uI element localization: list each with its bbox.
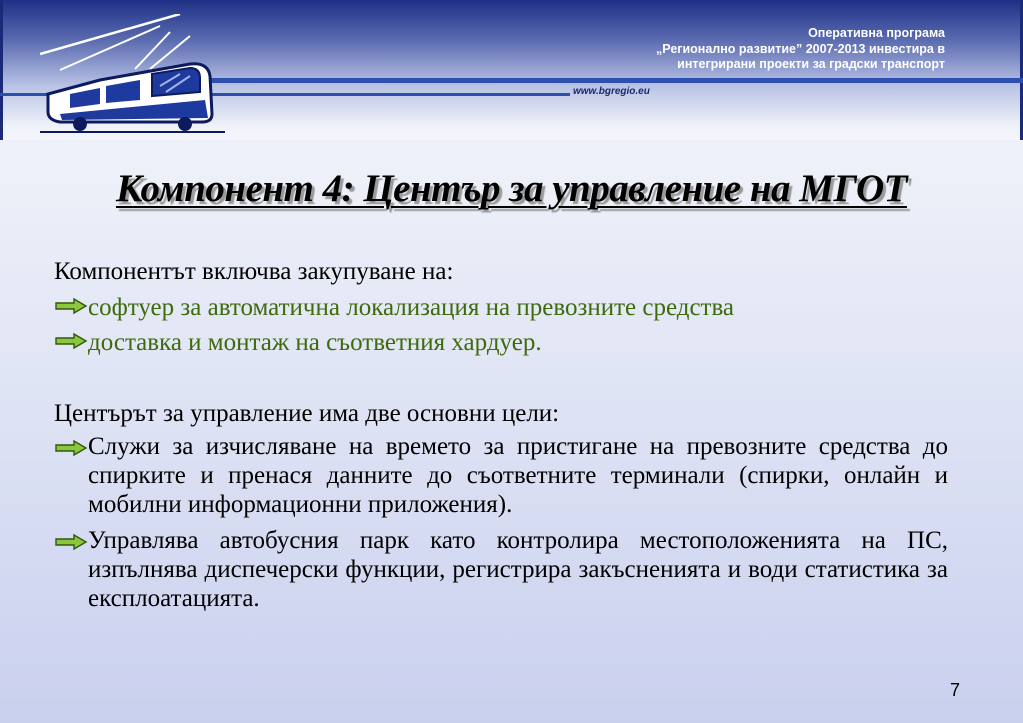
section-components (54, 256, 954, 360)
arrow-bullet-icon (54, 439, 88, 457)
program-text (656, 26, 945, 73)
section1-heading: Компонентът включва закупуване на: (54, 258, 454, 285)
slide-title: Компонент 4: Център за управление на МГОТ (116, 167, 907, 210)
list-item-text: доставка и монтаж на съответния хардуер. (88, 329, 542, 356)
page-number: 7 (949, 680, 960, 700)
tram-icon (40, 14, 225, 134)
list-item (54, 526, 954, 613)
section2-heading: Центърът за управление има две основни цели: (54, 400, 560, 427)
arrow-bullet-icon (54, 533, 88, 551)
list-item-text: Служи за изчисляване на времето за пристигане на превозните средства до спирките и пренася данните до съответните терминали (спирки, онлайн и мобилни информационни приложения). (88, 433, 948, 518)
program-line-2: „Регионално развитие” 2007-2013 инвестира в (656, 41, 945, 56)
section-goals (54, 398, 954, 620)
list-item (54, 325, 954, 360)
banner-left-edge (0, 0, 3, 140)
program-line-1: Оперативна програма (808, 26, 945, 40)
list-item (54, 432, 954, 519)
website-link[interactable]: www.bgregio.eu (573, 86, 650, 97)
list-item-text: софтуер за автоматична локализация на превозните средства (88, 294, 735, 321)
header-banner (0, 0, 1023, 140)
list-item-text: Управлява автобусния парк като контролира местоположенията на ПС, изпълнява диспечерски функции, регистрира закъсненията и води статистика за експлоатацията. (88, 527, 948, 612)
banner-stripe (210, 78, 1023, 83)
arrow-bullet-icon (54, 332, 88, 350)
program-line-3: интегрирани проекти за градски транспорт (677, 57, 945, 71)
list-item (54, 290, 954, 325)
arrow-bullet-icon (54, 297, 88, 315)
